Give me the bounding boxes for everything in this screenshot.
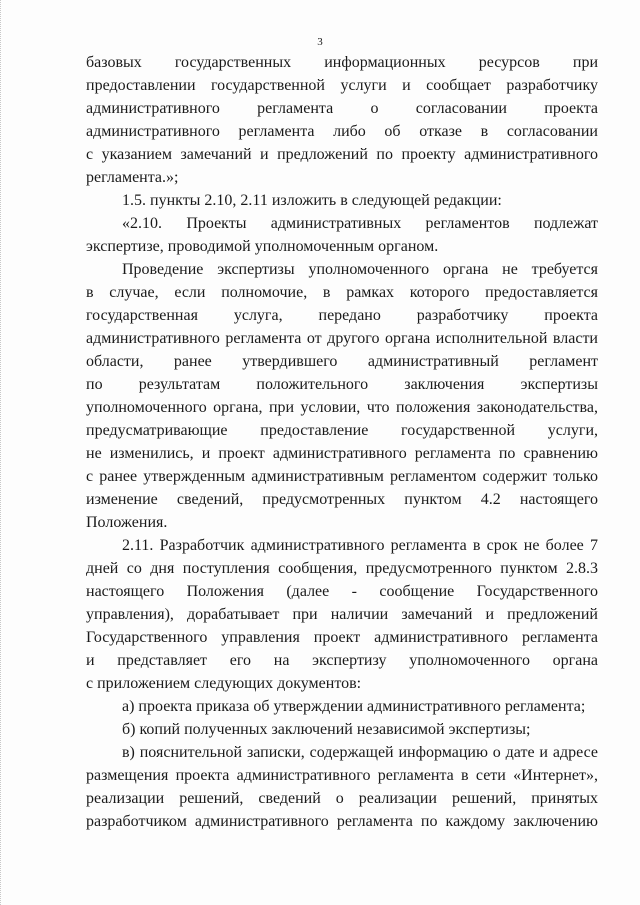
text-line: Положения.	[86, 514, 168, 531]
text-line: не изменились, и проект административного регламента по сравнению	[86, 445, 598, 462]
text-line: Государственного управления проект административного регламента	[86, 629, 598, 646]
text-line: по результатам положительного заключения экспертизы	[86, 376, 598, 393]
text-line: «2.10. Проекты административных регламентов подлежат	[122, 215, 598, 232]
text-line: настоящего Положения (далее - сообщение Государственного	[86, 583, 598, 600]
text-line: и представляет его на экспертизу уполномоченного органа	[86, 652, 598, 669]
text-line: с приложением следующих документов:	[86, 675, 362, 692]
text-line: административного регламента от другого органа исполнительной власти	[86, 330, 598, 347]
text-line: предусматривающие предоставление государственной услуги,	[86, 422, 598, 439]
text-line: Проведение экспертизы уполномоченного органа не требуется	[122, 261, 598, 278]
text-line: 1.5. пункты 2.10, 2.11 изложить в следующей редакции:	[122, 192, 502, 209]
text-line: административного регламента о согласовании проекта	[86, 100, 598, 117]
text-line: 2.11. Разработчик административного регламента в срок не более 7	[122, 537, 598, 554]
text-line: в) пояснительной записки, содержащей информацию о дате и адресе	[122, 744, 598, 761]
text-line: с указанием замечаний и предложений по проекту административного	[86, 146, 598, 163]
text-line: а) проекта приказа об утверждении административного регламента;	[122, 698, 586, 715]
text-line: экспертизе, проводимой уполномоченным органом.	[86, 238, 439, 255]
text-line: в случае, если полномочие, в рамках которого предоставляется	[86, 284, 598, 301]
page-number: 3	[317, 36, 323, 48]
document-body	[86, 51, 598, 833]
text-line: уполномоченного органа, при условии, что положения законодательства,	[86, 399, 598, 416]
text-line: государственная услуга, передано разработчику проекта	[86, 307, 598, 324]
text-line: предоставлении государственной услуги и сообщает разработчику	[86, 77, 598, 94]
text-line: изменение сведений, предусмотренных пунктом 4.2 настоящего	[86, 491, 598, 508]
text-line: управления), дорабатывает при наличии замечаний и предложений	[86, 606, 598, 623]
text-line: административного регламента либо об отказе в согласовании	[86, 123, 598, 140]
text-line: реализации решений, сведений о реализации решений, принятых	[86, 790, 598, 807]
text-line: дней со дня поступления сообщения, предусмотренного пунктом 2.8.3	[86, 560, 598, 577]
text-line: области, ранее утвердившего административный регламент	[86, 353, 598, 370]
text-line: разработчиком административного регламента по каждому заключению	[86, 813, 598, 830]
text-line: с ранее утвержденным административным регламентом содержит только	[86, 468, 598, 485]
scan-edge-marks	[0, 0, 5, 905]
text-line: базовых государственных информационных ресурсов при	[86, 54, 598, 71]
text-line: размещения проекта административного регламента в сети «Интернет»,	[86, 767, 598, 784]
text-line: б) копий полученных заключений независимой экспертизы;	[122, 721, 531, 738]
text-line: регламента.»;	[86, 169, 179, 186]
